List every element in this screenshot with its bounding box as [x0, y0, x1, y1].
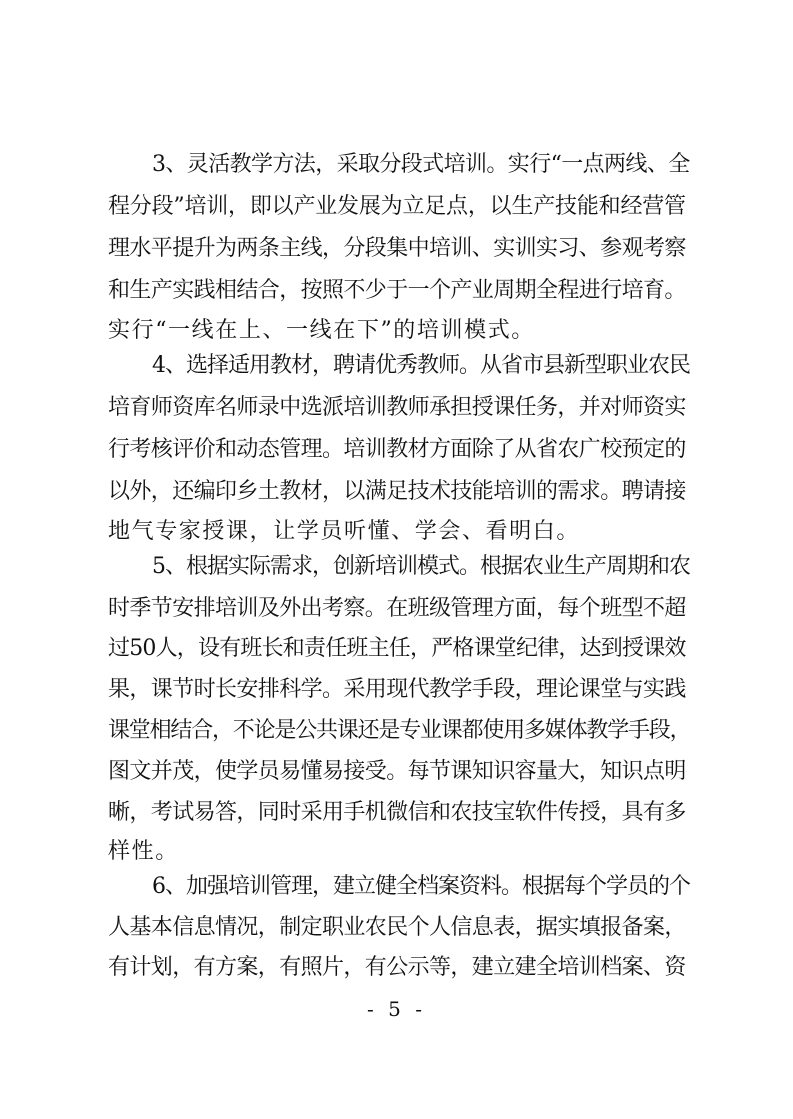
paragraph-3-line-5: 实行“一线在上、一线在下”的培训模式。	[108, 318, 535, 343]
paragraph-5-line-4: 果，课节时长安排科学。采用现代教学手段，理论课堂与实践	[108, 677, 686, 702]
paragraph-4-line-3: 行考核评价和动态管理。培训教材方面除了从省农广校预定的	[108, 437, 686, 462]
paragraph-5-line-7: 晰，考试易答，同时采用手机微信和农技宝软件传授，具有多	[108, 800, 686, 825]
paragraph-5-line-6: 图文并茂，使学员易懂易接受。每节课知识容量大，知识点明	[108, 759, 686, 784]
page-number: - 5 -	[367, 997, 426, 1021]
paragraph-5-line-5: 课堂相结合，不论是公共课还是专业课都使用多媒体教学手段，	[108, 718, 691, 743]
paragraph-5-line-1: 5、根据实际需求，创新培训模式。根据农业生产周期和农	[152, 554, 690, 579]
paragraph-4-line-1: 4、选择适用教材，聘请优秀教师。从省市县新型职业农民	[152, 353, 690, 378]
paragraph-4-line-4: 以外，还编印乡土教材，以满足技术技能培训的需求。聘请接	[108, 479, 686, 504]
paragraph-5-line-8: 样性。	[108, 839, 179, 864]
paragraph-6-line-2: 人基本信息情况，制定职业农民个人信息表，据实填报备案，	[108, 915, 686, 940]
paragraph-4-line-5: 地气专家授课，让学员听懂、学会、看明白。	[108, 519, 581, 544]
paragraph-6-line-1: 6、加强培训管理，建立健全档案资料。根据每个学员的个	[152, 874, 690, 899]
paragraph-3-line-1: 3、灵活教学方法，采取分段式培训。实行“一点两线、全	[152, 152, 690, 177]
paragraph-3-line-3: 理水平提升为两条主线，分段集中培训、实训实习、参观考察	[108, 236, 686, 261]
paragraph-5-line-2: 时季节安排培训及外出考察。在班级管理方面，每个班型不超	[108, 596, 686, 621]
paragraph-5-line-3: 过50人，设有班长和责任班主任，严格课堂纪律，达到授课效	[108, 636, 686, 661]
paragraph-4-line-2: 培育师资库名师录中选派培训教师承担授课任务，并对师资实	[108, 395, 686, 420]
paragraph-6-line-3: 有计划，有方案，有照片，有公示等，建立建全培训档案、资	[108, 955, 686, 980]
paragraph-3-line-4: 和生产实践相结合，按照不少于一个产业周期全程进行培育。	[108, 278, 686, 303]
paragraph-3-line-2: 程分段”培训，即以产业发展为立足点，以生产技能和经营管	[108, 194, 686, 219]
